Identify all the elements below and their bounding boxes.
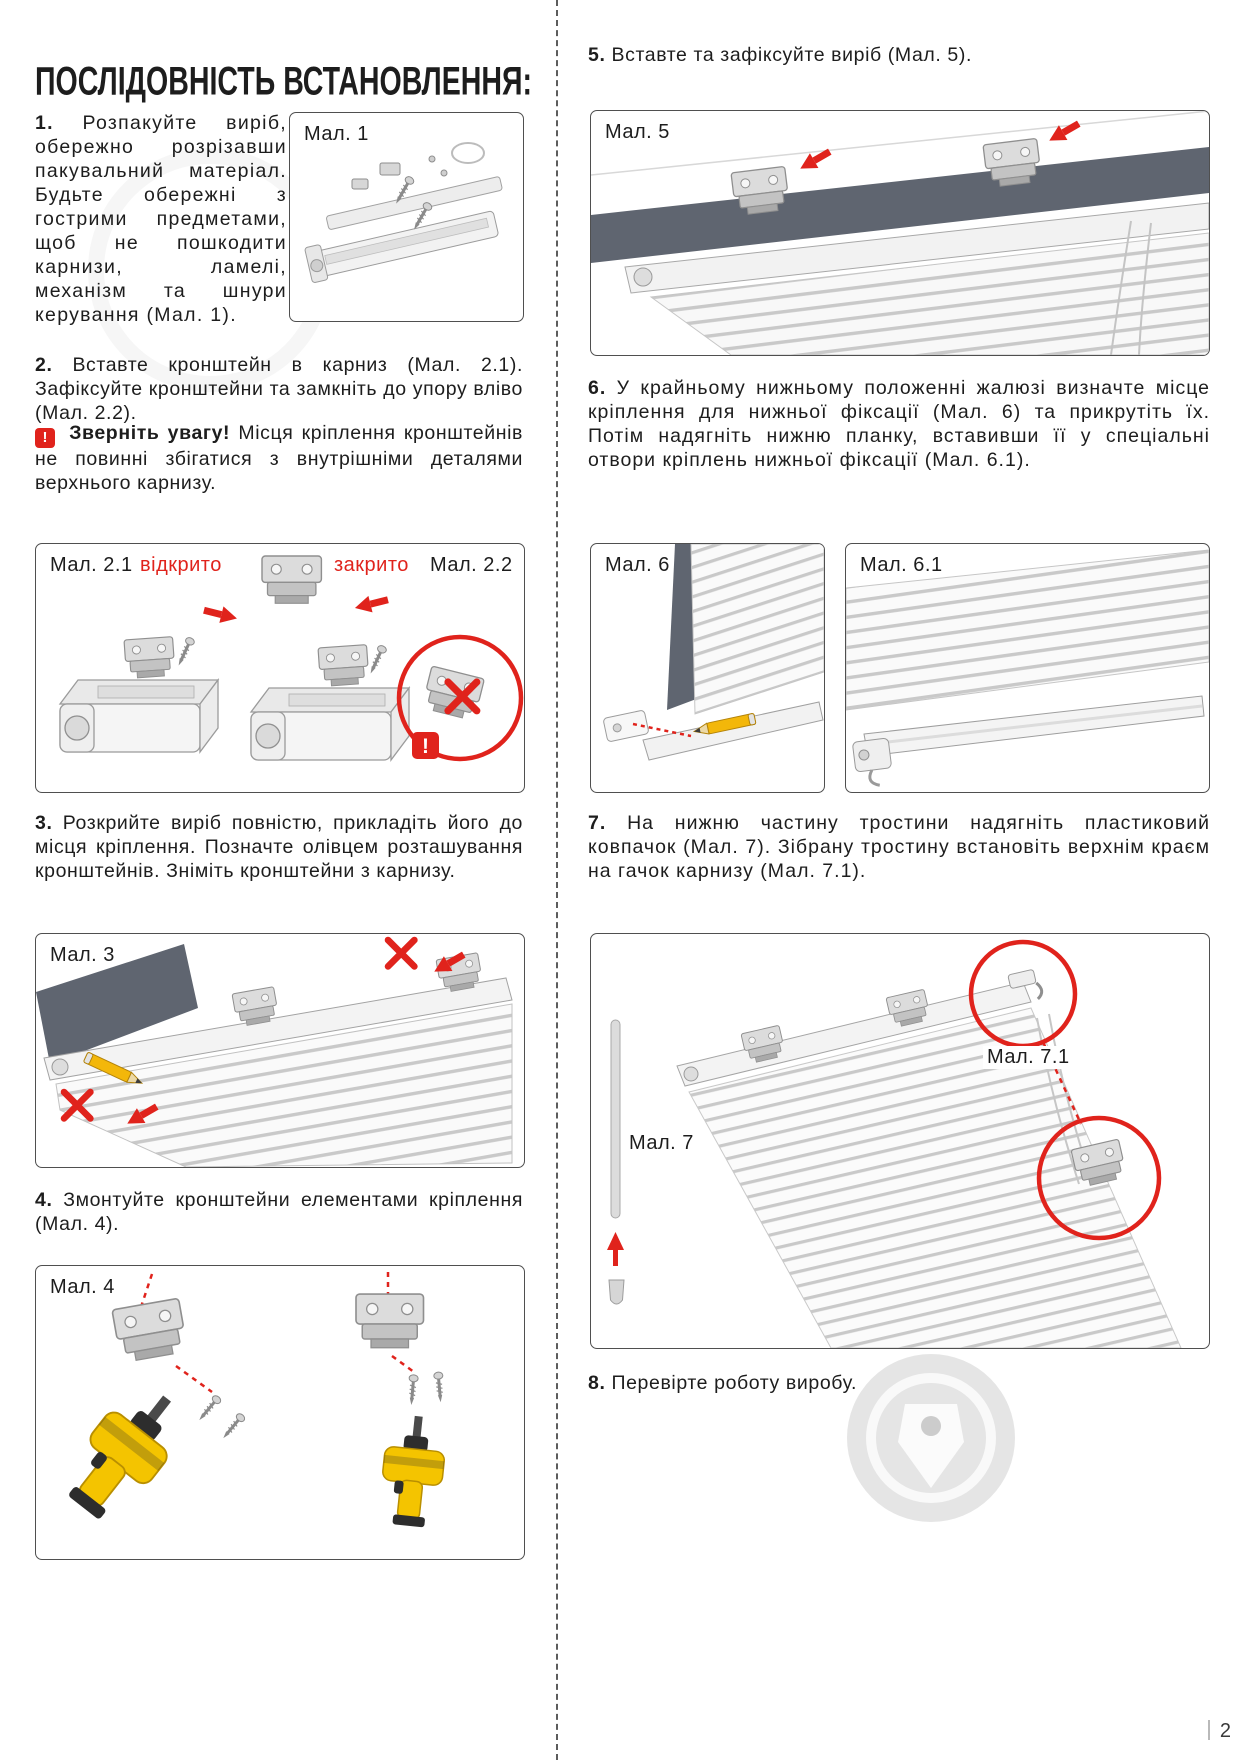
page-title: ПОСЛІДОВНІСТЬ ВСТАНОВЛЕННЯ: [35, 58, 533, 104]
figure-6-1-illustration [846, 544, 1209, 792]
drill-icon [377, 1413, 448, 1529]
red-arrow-icon [796, 144, 834, 176]
step-3-number: 3. [35, 812, 53, 834]
store-watermark [845, 1352, 1017, 1524]
red-arrow-icon [353, 592, 390, 617]
step-7 [588, 812, 1210, 884]
step-1-text: Розпакуйте виріб, обережно розрізавши пакувальний матеріал. Будьте обережні з гострими предметами, щоб не пошкодити карнизи, ламелі, механізм та шнури керування (Мал. 1). [35, 112, 288, 326]
step-6-number: 6. [588, 377, 607, 399]
screw-icon [434, 1372, 445, 1401]
step-6 [588, 377, 1210, 473]
figure-4-label: Мал. 4 [50, 1276, 115, 1298]
figure-7-1-label: Мал. 7.1 [983, 1046, 1074, 1069]
bottom-rail [643, 702, 823, 760]
step-2 [35, 354, 523, 426]
figure-6-label: Мал. 6 [605, 554, 670, 576]
attention-bold: Зверніть увагу! [69, 422, 231, 444]
figure-2-illustration [36, 544, 524, 792]
step-7-text: На нижню частину тростини надягніть пластиковий ковпачок (Мал. 7). Зібрану тростину встановіть верхнім краєм на гачок карнизу (Мал. 7.1). [588, 812, 1210, 882]
tilt-wand [611, 1020, 620, 1218]
figure-6-1 [845, 543, 1210, 793]
screw-icon [175, 636, 195, 666]
screw-icon [197, 1394, 222, 1422]
figure-6 [590, 543, 825, 793]
rail-endcap [52, 1059, 68, 1075]
screw-icon [367, 644, 387, 674]
red-arrow-icon [1045, 116, 1083, 148]
column-divider [556, 0, 558, 1760]
step-1-number: 1. [35, 112, 54, 134]
step-7-number: 7. [588, 812, 607, 834]
figure-7-label: Мал. 7 [629, 1132, 694, 1154]
step-5-number: 5. [588, 44, 606, 66]
exclamation-glyph: ! [422, 735, 429, 758]
bracket-icon [318, 645, 369, 687]
state-open-label: відкрито [140, 554, 222, 576]
figure-5 [590, 110, 1210, 356]
figure-6-1-label: Мал. 6.1 [860, 554, 943, 576]
figure-3-label: Мал. 3 [50, 944, 115, 966]
rail-endcap [634, 268, 652, 286]
figure-2 [35, 543, 525, 793]
step-5 [588, 44, 1210, 68]
cornice-rail [251, 688, 409, 760]
up-arrow-icon [607, 1232, 624, 1266]
warning-icon: ! [35, 428, 55, 448]
page-number-value: 2 [1219, 1720, 1231, 1742]
figure-4-illustration [36, 1266, 524, 1559]
slats [691, 544, 824, 714]
figure-1 [289, 112, 524, 322]
screw-icon [221, 1412, 246, 1440]
bracket-icon [124, 637, 175, 679]
figure-5-label: Мал. 5 [605, 121, 670, 143]
bracket-icon [356, 1294, 424, 1348]
store-logo-icon [845, 1352, 1017, 1524]
screw-icon [407, 1374, 418, 1403]
plastic-cap [609, 1280, 624, 1304]
step-4-text: Змонтуйте кронштейни елементами кріплення (Мал. 4). [35, 1189, 523, 1235]
page-number [1208, 1720, 1231, 1743]
step-6-text: У крайньому нижньому положенні жалюзі визначте місце кріплення для нижньої фіксації (Мал. 6) та прикрутіть їх. Потім надягніть нижню планку, вставивши її у спеціальні отвори кріплень нижньої фіксації (Мал. 6.1). [588, 377, 1210, 471]
step-5-text: Вставте та зафіксуйте виріб (Мал. 5). [611, 44, 972, 66]
figure-1-label: Мал. 1 [304, 123, 369, 145]
fixation-clip [852, 738, 893, 788]
small-parts [352, 143, 484, 189]
step-2-text: Вставте кронштейн в карниз (Мал. 2.1). Зафіксуйте кронштейни та замкніть до упору вліво (Мал. 2.2). [35, 354, 523, 424]
page-number-divider [1208, 1720, 1210, 1740]
attention-note [35, 422, 523, 496]
step-8-text: Перевірте роботу виробу. [611, 1372, 858, 1394]
rail-endcap [684, 1067, 698, 1081]
red-arrow-icon [202, 602, 239, 627]
state-closed-label: закрито [334, 554, 409, 576]
step-4-number: 4. [35, 1189, 53, 1211]
x-mark-icon [388, 940, 414, 966]
rail-groove [870, 706, 1202, 744]
bracket-icon [112, 1298, 188, 1363]
attention-text: Місця кріплення кронштейнів не повинні збігатися з внутрішніми деталями верхнього карнизу. [35, 422, 523, 494]
step-3 [35, 812, 523, 884]
step-1 [35, 112, 287, 328]
step-4 [35, 1189, 523, 1237]
step-2-number: 2. [35, 354, 53, 376]
figure-4 [35, 1265, 525, 1560]
step-3-text: Розкрийте виріб повністю, прикладіть його до місця кріплення. Позначте олівцем розташування кронштейнів. Зніміть кронштейни з карнизу. [35, 812, 523, 882]
drill-icon [53, 1375, 197, 1530]
figure-3 [35, 933, 525, 1168]
step-8-number: 8. [588, 1372, 606, 1394]
figure-5-illustration [591, 111, 1209, 355]
cornice-rail [60, 680, 218, 752]
figure-2-1-label: Мал. 2.1 [50, 554, 133, 576]
figure-2-2-label: Мал. 2.2 [430, 554, 513, 576]
figure-7 [590, 933, 1210, 1349]
bracket-icon [262, 556, 321, 603]
figure-6-illustration [591, 544, 824, 792]
figure-3-illustration [36, 934, 524, 1167]
